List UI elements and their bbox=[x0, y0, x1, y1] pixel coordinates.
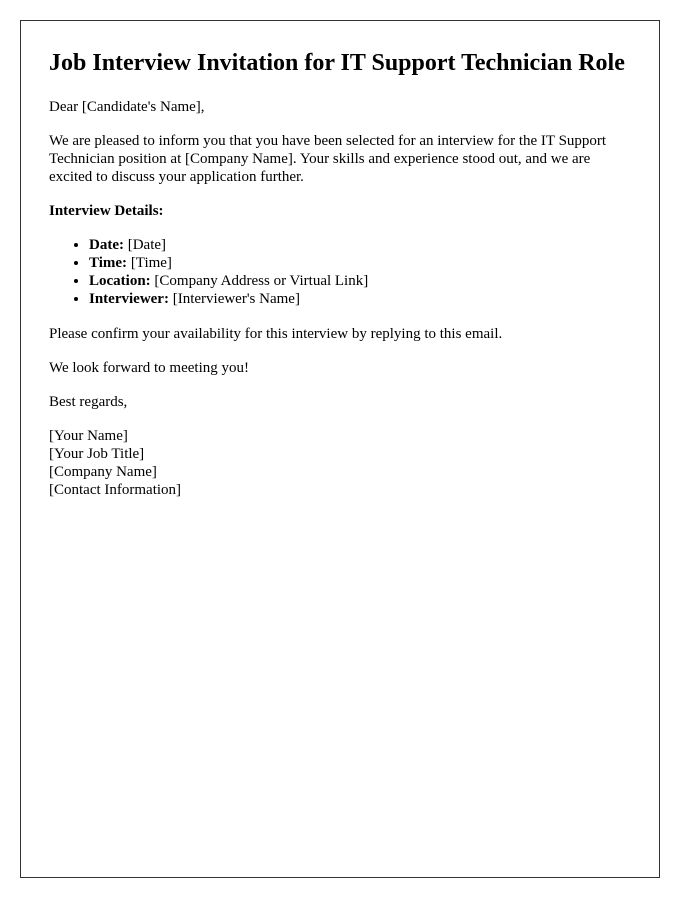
detail-label: Time: bbox=[89, 255, 128, 271]
signoff: Best regards, bbox=[49, 394, 128, 410]
detail-label: Interviewer: bbox=[89, 291, 169, 307]
intro-paragraph: We are pleased to inform you that you have been selected for an interview for the IT Support Technician position at [Company Name]. Your skills and experience stood out, and we are excited to discuss your application further. bbox=[49, 133, 607, 185]
detail-item-time bbox=[89, 254, 631, 272]
confirm-paragraph: Please confirm your availability for this interview by replying to this email. bbox=[49, 326, 503, 342]
details-heading: Interview Details: bbox=[49, 203, 164, 219]
detail-item-interviewer bbox=[89, 290, 631, 308]
signature-name: [Your Name] bbox=[49, 428, 128, 444]
signature-job-title: [Your Job Title] bbox=[49, 446, 145, 462]
signature-company: [Company Name] bbox=[49, 464, 157, 480]
greeting: Dear [Candidate's Name], bbox=[49, 99, 205, 115]
detail-value: [Company Address or Virtual Link] bbox=[154, 273, 369, 289]
interview-details-list bbox=[49, 236, 631, 308]
detail-item-location bbox=[89, 272, 631, 290]
detail-value: [Time] bbox=[130, 255, 172, 271]
detail-value: [Interviewer's Name] bbox=[172, 291, 300, 307]
detail-label: Location: bbox=[89, 273, 151, 289]
closing-line: We look forward to meeting you! bbox=[49, 360, 249, 376]
detail-item-date bbox=[89, 236, 631, 254]
detail-label: Date: bbox=[89, 237, 124, 253]
detail-value: [Date] bbox=[127, 237, 167, 253]
letter-page bbox=[20, 20, 660, 878]
letter-title: Job Interview Invitation for IT Support Technician Role bbox=[49, 50, 625, 76]
signature-block bbox=[49, 427, 631, 499]
signature-contact: [Contact Information] bbox=[49, 482, 182, 498]
